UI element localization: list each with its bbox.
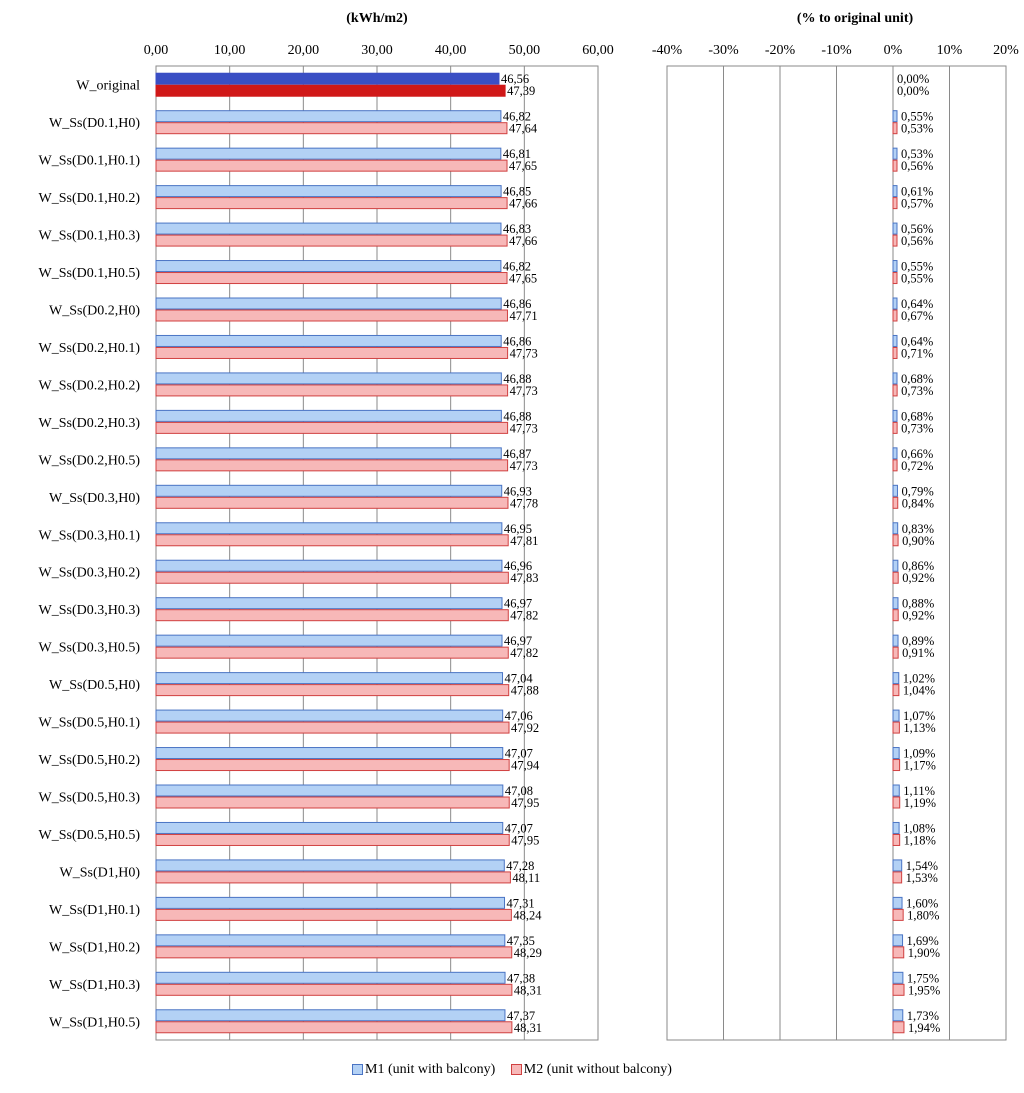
percent-bar-m2 <box>893 685 899 696</box>
percent-data-label-m1: 0,66% <box>901 446 934 461</box>
energy-bar-m2 <box>156 535 508 546</box>
energy-bar-m2 <box>156 310 507 321</box>
percent-bar-m1 <box>893 298 897 309</box>
energy-bar-m1 <box>156 261 501 272</box>
legend-item-m1 <box>352 1062 495 1078</box>
percent-tick-label: -10% <box>821 43 852 58</box>
energy-bar-m1 <box>156 822 503 833</box>
percent-bar-m1 <box>893 485 897 496</box>
percent-data-label-m1: 0,89% <box>902 634 935 649</box>
energy-bar-m1 <box>156 635 502 646</box>
percent-tick-label: 10% <box>936 43 963 58</box>
percent-bar-m2 <box>893 497 898 508</box>
energy-bar-m2 <box>156 647 508 658</box>
category-label: W_Ss(D0.2,H0.2) <box>38 378 140 394</box>
percent-bar-m1 <box>893 335 897 346</box>
energy-bar-m1 <box>156 298 501 309</box>
energy-data-label-m1: 47,38 <box>507 971 536 986</box>
energy-data-label-m2: 47,73 <box>509 383 538 398</box>
category-label: W_Ss(D1,H0.2) <box>49 940 140 956</box>
energy-bar-m2 <box>156 273 507 284</box>
percent-data-label-m1: 0,68% <box>901 409 934 424</box>
percent-bar-m1 <box>893 373 897 384</box>
energy-data-label-m1: 46,93 <box>503 484 532 499</box>
category-label: W_Ss(D1,H0) <box>59 865 140 881</box>
percent-bar-m2 <box>893 1022 904 1033</box>
energy-data-label-m1: 46,87 <box>503 446 532 461</box>
energy-data-label-m2: 48,24 <box>513 908 542 923</box>
energy-data-label-m2: 47,39 <box>507 84 536 99</box>
energy-bar-m2 <box>156 123 507 134</box>
energy-data-label-m2: 47,65 <box>509 159 538 174</box>
percent-bar-m1 <box>893 860 902 871</box>
category-label: W_Ss(D0.3,H0) <box>49 490 140 506</box>
energy-data-label-m2: 47,73 <box>509 421 538 436</box>
category-label: W_Ss(D0.2,H0.5) <box>38 453 140 469</box>
percent-tick-label: -20% <box>764 43 796 58</box>
energy-data-label-m1: 46,56 <box>500 72 530 87</box>
energy-data-label-m1: 47,37 <box>506 1008 536 1023</box>
percent-bar-m2 <box>893 760 900 771</box>
percent-data-label-m1: 1,75% <box>906 971 940 986</box>
category-label: W_Ss(D1,H0.1) <box>49 902 140 918</box>
percent-data-label-m1: 0,86% <box>901 559 935 574</box>
category-label: W_Ss(D0.5,H0.5) <box>38 827 140 843</box>
energy-bar-m2 <box>156 984 512 995</box>
category-label: W_Ss(D1,H0.5) <box>49 1015 140 1031</box>
energy-bar-m1 <box>156 860 504 871</box>
percent-tick-label: -40% <box>651 43 683 58</box>
percent-tick-label: -30% <box>708 43 739 58</box>
energy-data-label-m2: 47,73 <box>509 346 538 361</box>
percent-data-label-m1: 1,09% <box>903 746 936 761</box>
percent-bar-m2 <box>893 872 902 883</box>
energy-bar-m2 <box>156 347 508 358</box>
energy-bar-m1 <box>156 935 505 946</box>
category-label: W_Ss(D0.3,H0.5) <box>38 640 140 656</box>
energy-bar-m2 <box>156 685 509 696</box>
energy-data-label-m2: 47,94 <box>511 758 540 773</box>
percent-bar-m2 <box>893 273 897 284</box>
percent-data-label-m1: 0,53% <box>901 147 934 162</box>
percent-bar-m1 <box>893 822 899 833</box>
percent-data-label-m1: 1,60% <box>906 896 939 911</box>
percent-bar-m2 <box>893 422 897 433</box>
percent-bar-m1 <box>893 523 898 534</box>
energy-data-label-m2: 47,66 <box>509 234 538 249</box>
percent-data-label-m2: 1,53% <box>905 870 938 885</box>
percent-bar-m1 <box>893 410 897 421</box>
percent-bar-m2 <box>893 610 898 621</box>
percent-bar-m1 <box>893 111 897 122</box>
percent-data-label-m1: 0,56% <box>901 222 934 237</box>
legend-swatch-m1 <box>352 1064 363 1075</box>
energy-bar-m1 <box>156 148 501 159</box>
percent-bar-m2 <box>893 909 903 920</box>
percent-bar-m1 <box>893 635 898 646</box>
percent-bar-m2 <box>893 535 898 546</box>
percent-data-label-m2: 0,67% <box>901 309 934 323</box>
energy-data-label-m2: 47,78 <box>509 496 539 511</box>
energy-data-label-m2: 48,11 <box>512 870 541 885</box>
legend-label-m1: M1 (unit with balcony) <box>365 1062 496 1077</box>
energy-bar-m2 <box>156 834 509 845</box>
percent-data-label-m2: 1,94% <box>907 1020 941 1035</box>
energy-bar-m1 <box>156 972 505 983</box>
percent-bar-m1 <box>893 261 897 272</box>
percent-data-label-m2: 0,00% <box>897 84 930 99</box>
percent-bar-m2 <box>893 647 898 658</box>
energy-data-label-m1: 47,06 <box>504 709 533 724</box>
percent-data-label-m2: 1,13% <box>903 721 936 736</box>
energy-data-label-m1: 46,96 <box>503 559 533 574</box>
percent-data-label-m1: 0,83% <box>901 521 934 536</box>
energy-bar-m2 <box>156 797 509 808</box>
percent-data-label-m2: 0,91% <box>902 646 935 661</box>
energy-bar-m2 <box>156 460 508 471</box>
percent-data-label-m2: 0,56% <box>901 159 934 174</box>
percent-data-label-m1: 1,69% <box>906 933 939 948</box>
percent-data-label-m1: 1,02% <box>902 671 936 686</box>
energy-data-label-m1: 46,82 <box>502 109 532 124</box>
energy-bar-m1 <box>156 560 502 571</box>
energy-tick-label: 0,00 <box>143 43 169 58</box>
percent-data-label-m2: 0,92% <box>902 571 935 586</box>
category-label: W_Ss(D0.3,H0.2) <box>38 565 140 581</box>
percent-bar-m1 <box>893 148 897 159</box>
energy-data-label-m1: 47,31 <box>506 896 535 911</box>
percent-bar-m2 <box>893 722 899 733</box>
percent-data-label-m2: 0,71% <box>901 346 934 361</box>
energy-data-label-m1: 46,88 <box>503 371 532 386</box>
percent-data-label-m2: 1,04% <box>902 683 936 698</box>
energy-bar-m1 <box>156 410 501 421</box>
energy-data-label-m1: 46,83 <box>502 222 532 237</box>
category-label: W_Ss(D0.5,H0.3) <box>38 790 140 806</box>
percent-bar-m1 <box>893 785 899 796</box>
percent-bar-m2 <box>893 160 897 171</box>
energy-bar-m2 <box>156 422 508 433</box>
category-label: W_Ss(D0.5,H0.2) <box>38 753 140 769</box>
energy-data-label-m2: 47,83 <box>510 571 539 586</box>
energy-bar-m1 <box>156 897 505 908</box>
energy-data-label-m2: 48,31 <box>513 983 543 998</box>
category-label: W_original <box>76 78 140 94</box>
percent-data-label-m1: 1,54% <box>905 858 938 873</box>
legend-item-m2 <box>511 1062 672 1078</box>
percent-bar-m1 <box>893 748 899 759</box>
energy-data-label-m1: 47,35 <box>506 933 535 948</box>
energy-bar-m2 <box>156 235 507 246</box>
energy-data-label-m2: 47,82 <box>510 646 539 661</box>
energy-tick-label: 60,00 <box>582 43 614 58</box>
energy-bar-m1 <box>156 748 503 759</box>
legend-swatch-m2 <box>511 1064 522 1075</box>
energy-data-label-m1: 46,85 <box>503 184 532 199</box>
percent-data-label-m2: 0,73% <box>901 383 934 398</box>
energy-data-label-m1: 46,86 <box>503 334 532 349</box>
category-label: W_Ss(D0.5,H0) <box>49 678 140 694</box>
percent-data-label-m2: 1,19% <box>903 796 937 810</box>
energy-bar-m2 <box>156 872 510 883</box>
energy-bar-m2 <box>156 722 509 733</box>
energy-data-label-m1: 46,86 <box>503 297 532 311</box>
category-label: W_Ss(D0.5,H0.1) <box>38 715 140 731</box>
energy-tick-label: 20,00 <box>287 43 320 58</box>
percent-data-label-m2: 1,90% <box>907 945 941 960</box>
percent-tick-label: 20% <box>993 43 1019 58</box>
energy-data-label-m2: 47,92 <box>511 721 540 736</box>
energy-data-label-m1: 46,97 <box>504 596 533 611</box>
percent-tick-label: 0% <box>883 43 903 58</box>
energy-bar-m2 <box>156 909 511 920</box>
energy-data-label-m2: 47,64 <box>508 121 538 136</box>
percent-data-label-m2: 1,80% <box>907 908 940 923</box>
energy-data-label-m2: 47,95 <box>511 796 540 810</box>
energy-bar-m1 <box>156 448 501 459</box>
percent-data-label-m2: 0,84% <box>901 496 935 511</box>
energy-bar-m2 <box>156 947 512 958</box>
percent-bar-m1 <box>893 897 902 908</box>
percent-data-label-m1: 1,08% <box>903 821 936 836</box>
energy-bar-m1 <box>156 485 502 496</box>
percent-bar-m2 <box>893 460 897 471</box>
percent-bar-m2 <box>893 572 898 583</box>
energy-data-label-m1: 46,95 <box>503 521 532 536</box>
category-label: W_Ss(D0.1,H0.2) <box>38 191 140 207</box>
energy-data-label-m1: 46,81 <box>502 147 531 162</box>
energy-bar-m1 <box>156 673 503 684</box>
percent-data-label-m1: 0,55% <box>901 109 934 124</box>
energy-bar-m2 <box>156 160 507 171</box>
energy-bar-m1 <box>156 223 501 234</box>
category-label: W_Ss(D1,H0.3) <box>49 977 140 993</box>
percent-bar-m2 <box>893 347 897 358</box>
energy-data-label-m2: 47,71 <box>509 309 538 323</box>
legend <box>0 1062 1024 1078</box>
energy-data-label-m2: 47,81 <box>510 533 539 548</box>
energy-bar-m1 <box>156 335 501 346</box>
percent-data-label-m1: 0,64% <box>901 297 934 311</box>
category-label: W_Ss(D0.3,H0.3) <box>38 603 140 619</box>
energy-data-label-m1: 47,07 <box>504 821 533 836</box>
energy-bar-m1 <box>156 373 501 384</box>
category-label: W_Ss(D0.1,H0.5) <box>38 266 140 282</box>
category-label: W_Ss(D0.1,H0.3) <box>38 228 140 244</box>
energy-bar-m1 <box>156 73 499 84</box>
percent-data-label-m2: 1,18% <box>903 833 936 848</box>
energy-data-label-m1: 46,97 <box>504 634 533 649</box>
percent-bar-m1 <box>893 972 903 983</box>
category-label: W_Ss(D0.3,H0.1) <box>38 528 140 544</box>
percent-data-label-m1: 0,55% <box>901 259 934 274</box>
energy-data-label-m1: 47,04 <box>504 671 533 686</box>
energy-bar-m2 <box>156 572 508 583</box>
energy-bar-m1 <box>156 186 501 197</box>
percent-data-label-m2: 0,55% <box>901 271 934 286</box>
percent-bar-m1 <box>893 673 899 684</box>
category-label: W_Ss(D0.2,H0) <box>49 303 140 319</box>
percent-bar-m2 <box>893 385 897 396</box>
energy-bar-m2 <box>156 610 508 621</box>
percent-data-label-m2: 1,95% <box>908 983 941 998</box>
percent-bar-m1 <box>893 1010 903 1021</box>
percent-data-label-m1: 1,07% <box>903 709 936 724</box>
percent-data-label-m1: 0,88% <box>901 596 935 611</box>
category-label: W_Ss(D0.2,H0.1) <box>38 340 140 356</box>
category-label: W_Ss(D0.1,H0) <box>49 116 140 132</box>
energy-data-label-m2: 47,65 <box>509 271 538 286</box>
energy-bar-m2 <box>156 760 509 771</box>
energy-bar-m1 <box>156 785 503 796</box>
energy-data-label-m2: 47,66 <box>509 196 538 211</box>
percent-data-label-m2: 0,56% <box>901 234 934 249</box>
percent-data-label-m1: 0,00% <box>897 72 930 87</box>
percent-bar-m1 <box>893 598 898 609</box>
energy-bar-m2 <box>156 385 508 396</box>
percent-data-label-m1: 0,68% <box>901 371 934 386</box>
category-label: W_Ss(D0.1,H0.1) <box>38 153 140 169</box>
percent-data-label-m1: 1,11% <box>903 784 936 798</box>
percent-data-label-m1: 0,64% <box>901 334 934 349</box>
percent-chart-title: (% to original unit) <box>796 11 914 26</box>
percent-data-label-m1: 1,73% <box>906 1008 940 1023</box>
energy-bar-m1 <box>156 111 501 122</box>
energy-tick-label: 10,00 <box>213 43 246 58</box>
energy-bar-m2 <box>156 1022 512 1033</box>
percent-data-label-m2: 0,57% <box>901 196 934 211</box>
percent-bar-m2 <box>893 834 900 845</box>
energy-data-label-m2: 48,29 <box>513 945 542 960</box>
percent-bar-m1 <box>893 223 897 234</box>
energy-bar-m2 <box>156 497 508 508</box>
percent-bar-m2 <box>893 123 897 134</box>
percent-data-label-m1: 0,79% <box>901 484 934 499</box>
energy-chart-title: (kWh/m2) <box>346 11 408 26</box>
energy-data-label-m2: 47,82 <box>510 608 539 623</box>
percent-data-label-m2: 0,73% <box>901 421 934 436</box>
energy-data-label-m2: 47,95 <box>511 833 540 848</box>
energy-data-label-m1: 47,08 <box>504 784 533 798</box>
percent-data-label-m2: 0,92% <box>902 608 935 623</box>
percent-data-label-m2: 0,72% <box>901 458 934 473</box>
percent-bar-m2 <box>893 198 897 209</box>
legend-label-m2: M2 (unit without balcony) <box>523 1062 672 1077</box>
percent-data-label-m1: 0,61% <box>901 184 934 199</box>
energy-tick-label: 40,00 <box>434 43 467 58</box>
energy-data-label-m1: 46,82 <box>502 259 532 274</box>
energy-tick-label: 50,00 <box>508 43 541 58</box>
energy-tick-label: 30,00 <box>361 43 393 58</box>
percent-bar-m2 <box>893 310 897 321</box>
energy-bar-m2 <box>156 85 505 96</box>
energy-data-label-m1: 47,07 <box>504 746 533 761</box>
energy-bar-m2 <box>156 198 507 209</box>
percent-bar-m2 <box>893 797 900 808</box>
energy-data-label-m1: 47,28 <box>506 858 535 873</box>
energy-data-label-m1: 46,88 <box>503 409 532 424</box>
percent-bar-m2 <box>893 984 904 995</box>
percent-bar-m2 <box>893 947 904 958</box>
energy-bar-m1 <box>156 1010 505 1021</box>
category-label: W_Ss(D0.2,H0.3) <box>38 415 140 431</box>
energy-bar-m1 <box>156 710 503 721</box>
percent-bar-m1 <box>893 186 897 197</box>
energy-data-label-m2: 47,88 <box>510 683 539 698</box>
energy-bar-m1 <box>156 523 502 534</box>
energy-bar-m1 <box>156 598 502 609</box>
percent-bar-m1 <box>893 448 897 459</box>
energy-data-label-m2: 48,31 <box>513 1020 543 1035</box>
percent-bar-m1 <box>893 560 898 571</box>
energy-data-label-m2: 47,73 <box>509 458 538 473</box>
percent-data-label-m2: 1,17% <box>903 758 936 773</box>
percent-bar-m2 <box>893 235 897 246</box>
percent-bar-m1 <box>893 710 899 721</box>
percent-bar-m1 <box>893 935 903 946</box>
percent-data-label-m2: 0,53% <box>901 121 934 136</box>
percent-data-label-m2: 0,90% <box>902 533 935 548</box>
